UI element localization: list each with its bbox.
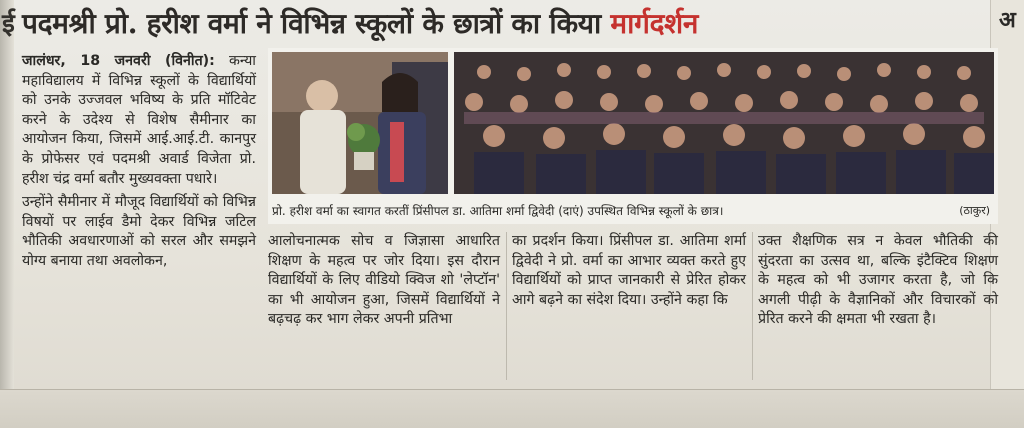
col1-para2: उन्होंने सैमीनार में मौजूद विद्यार्थियों को विभिन्न विषयों पर लाईव डैमो देकर विभिन्न जटिल भौतिकी अवधारणाओं को सरल और समझने योग्य बनाया तथा अवलोकन, (22, 194, 256, 269)
photo-block (268, 48, 998, 224)
column-divider (506, 232, 507, 380)
article-column-1 (22, 52, 256, 276)
page-fold (0, 0, 14, 428)
audience-photo (454, 52, 994, 194)
felicitation-photo (272, 52, 448, 194)
col1-para1: कन्या महाविद्यालय में विभिन्न स्कूलों के विद्यार्थियों को उनके उज्जवल भविष्य के प्रति मॉटिवेट करने के उदेश्य से विशेष सैमीनार का आयोजन किया, जिसमें आई.आई.टी. कानपुर के प्रोफेसर एवं पदमश्री अवार्ड विजेता प्रो. हरीश चंद्र वर्मा बतौर मुख्यवक्ता पधारे। (22, 53, 256, 187)
article-column-2: आलोचनात्मक सोच व जिज्ञासा आधारित शिक्षण के महत्व पर जोर दिया। इस दौरान विद्यार्थियों के लिए वीडियो क्विज शो 'लेप्टॉन' का भी आयोजन हुआ, जिसमें विद्यार्थियों ने बढ़चढ़ कर भाग लेकर अपनी प्रतिभा (268, 233, 500, 328)
photo-credit: (ठाकुर) (959, 204, 990, 217)
column-divider (752, 232, 753, 380)
caption-text: प्रो. हरीश वर्मा का स्वागत करतीं प्रिंसीपल डा. आतिमा शर्मा द्विवेदी (दाएं) उपस्थित विभिन्न स्कूलों के छात्र। (272, 204, 724, 218)
headline-main: पदमश्री प्रो. हरीश वर्मा ने विभिन्न स्कूलों के छात्रों का किया (22, 7, 611, 40)
headline-accent: मार्गदर्शन (610, 7, 699, 40)
article-column-4: उक्त शैक्षणिक सत्र न केवल भौतिकी की सुंदरता का उत्सव था, बल्कि इंटैक्टिव शिक्षण के महत्व को भी उजागर करता है, जो कि अगली पीढ़ी के वैज्ञानिकों और विचारकों को प्रेरित करने की क्षमता भी रखता है। (758, 233, 998, 328)
headline (22, 4, 988, 44)
left-edge-fragment: ई (2, 9, 15, 39)
right-edge-fragment: अ (999, 8, 1016, 33)
article-column-3: का प्रदर्शन किया। प्रिंसीपल डा. आतिमा शर्मा द्विवेदी ने प्रो. वर्मा का आभार व्यक्त करते हुए विद्यार्थियों को प्राप्त जानकारी से प्रेरित होकर आगे बढ़ने का संदेश दिया। उन्होंने कहा कि (512, 233, 746, 308)
page-bottom-band (0, 390, 1024, 428)
photo-caption (272, 200, 994, 222)
dateline: जालंधर, 18 जनवरी (विनीत): (22, 53, 215, 69)
